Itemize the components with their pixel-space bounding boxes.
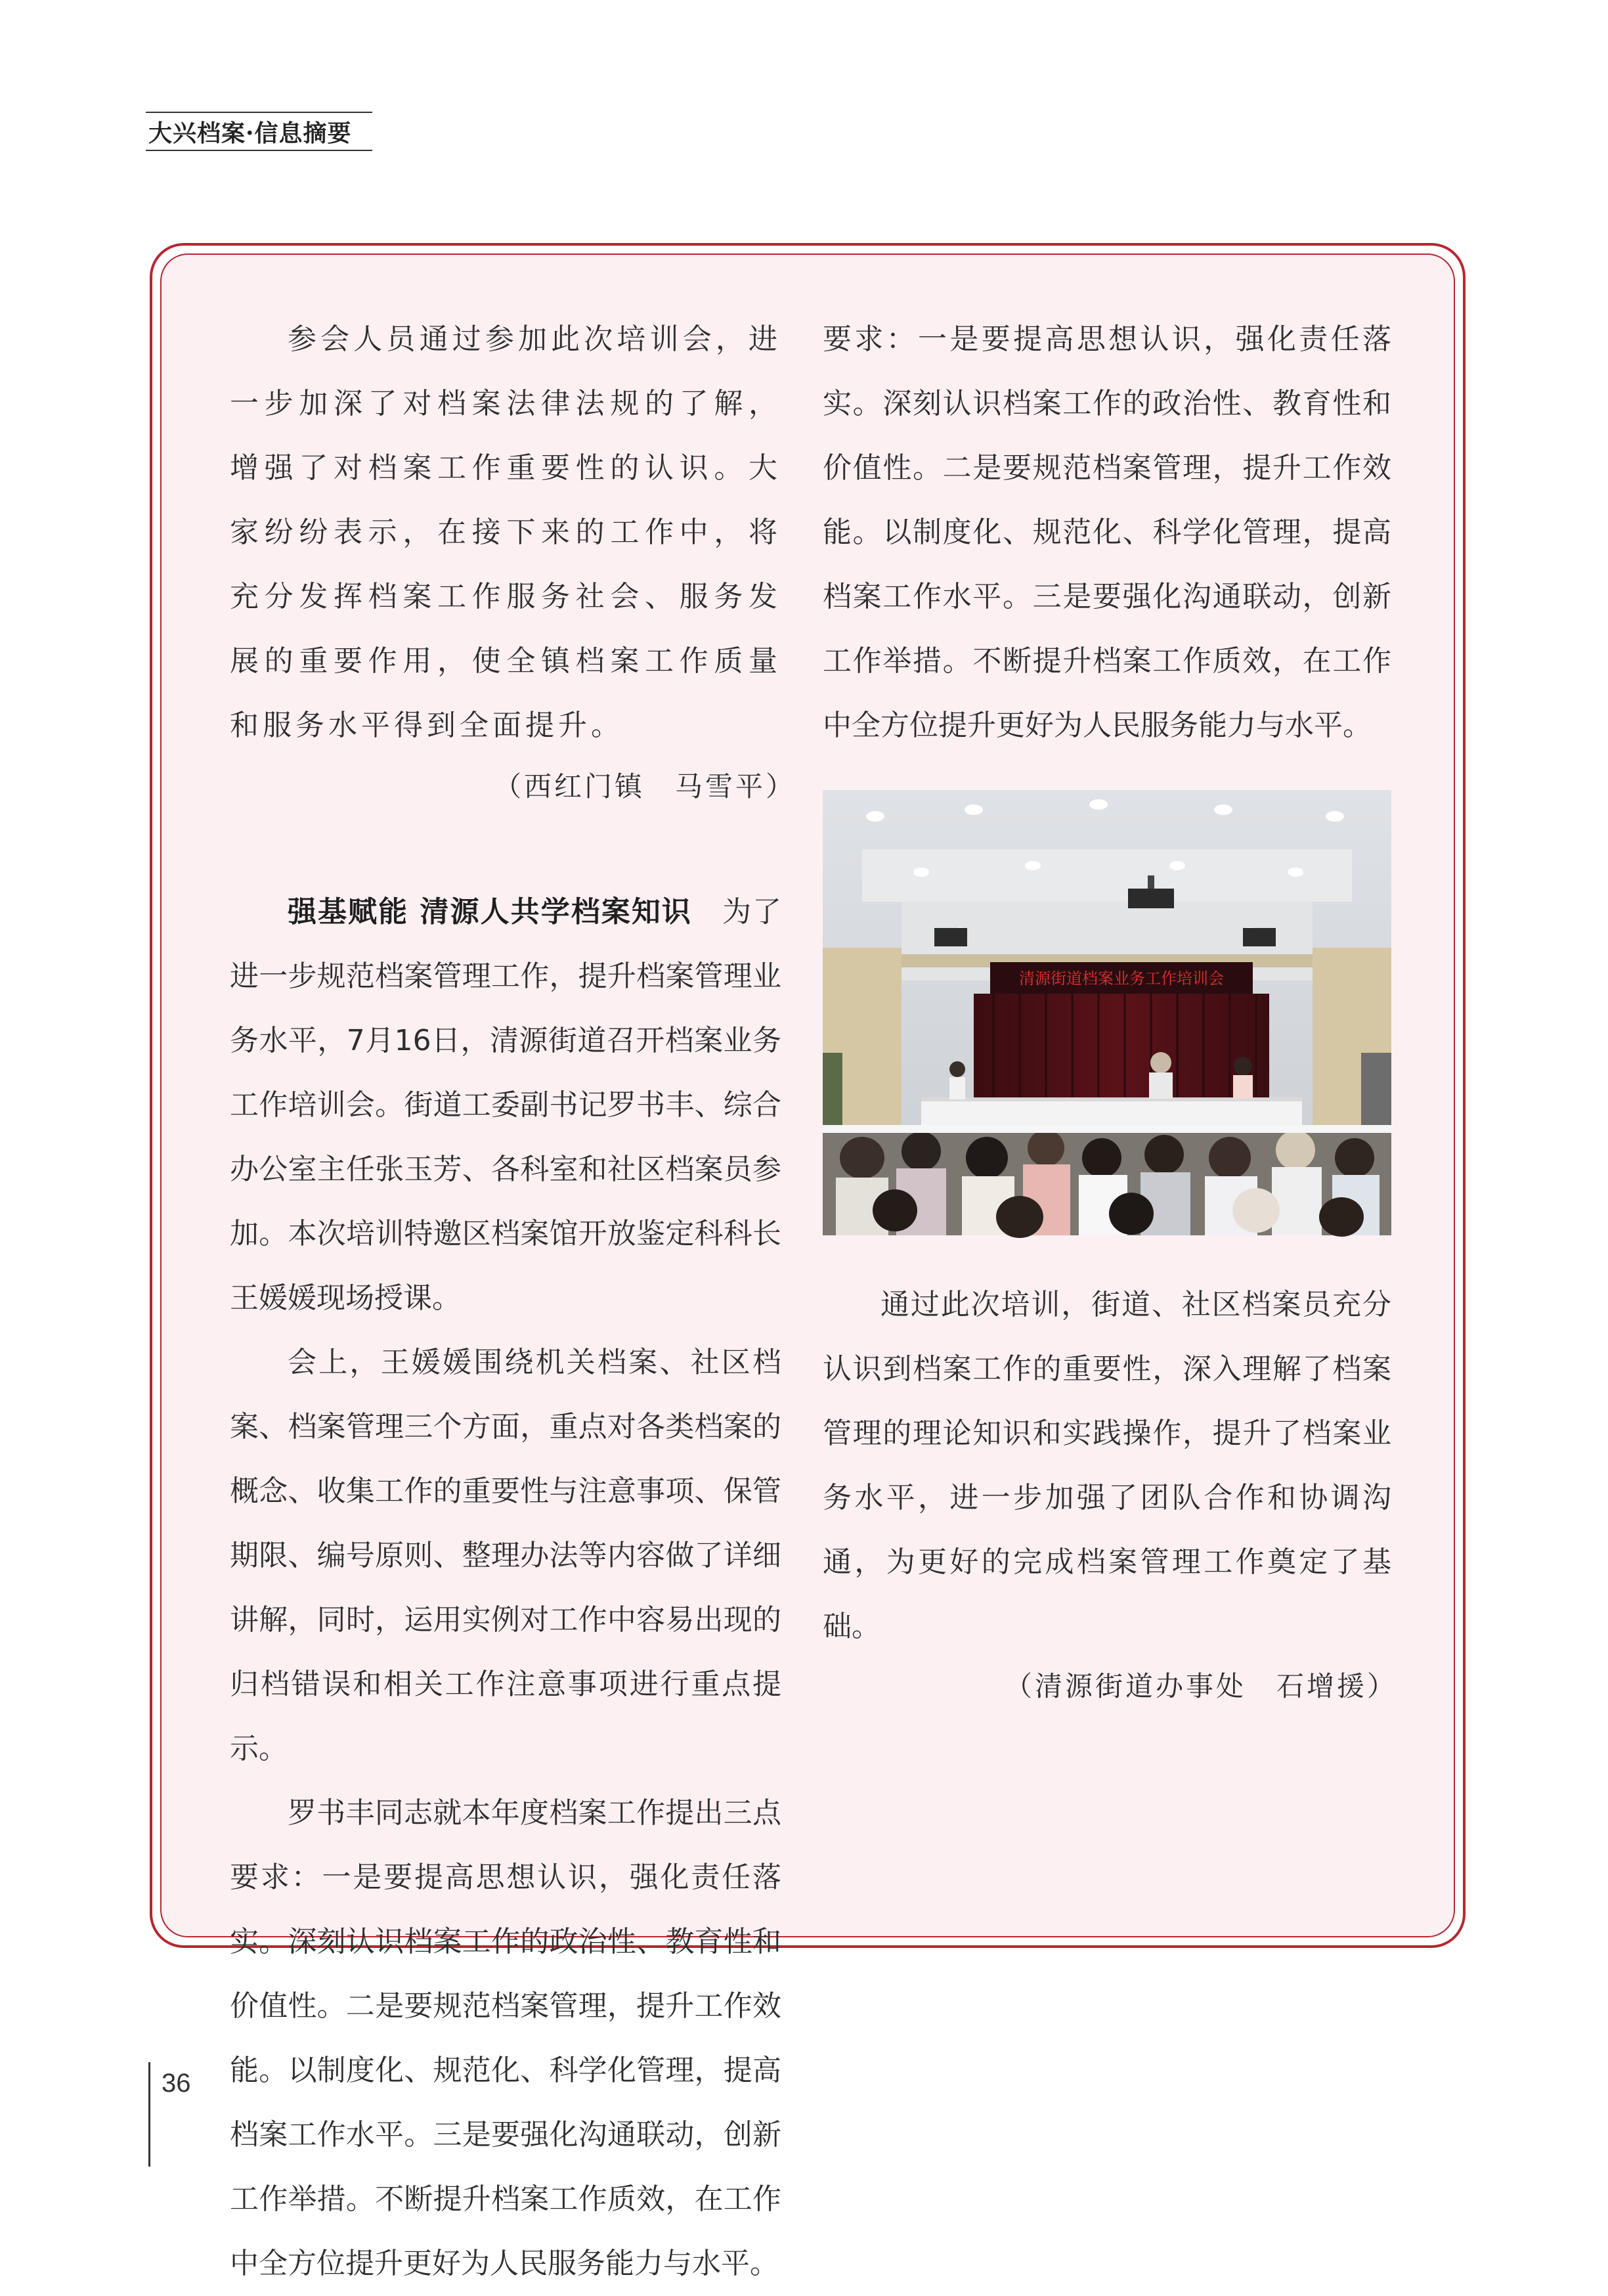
running-header	[146, 112, 372, 151]
article2-paragraph-2: 会上，王媛媛围绕机关档案、社区档案、档案管理三个方面，重点对各类档案的概念、收集工作的重要性与注意事项、保管期限、编号原则、整理办法等内容做了详细讲解，同时，运用实例对工作中容易出现的归档错误和相关工作注意事项进行重点提示。	[230, 1346, 781, 1765]
article2-para1-text: 为了进一步规范档案管理工作，提升档案管理业务水平，7月16日，清源街道召开档案业务工作培训会。街道工委副书记罗书丰、综合办公室主任张玉芳、各科室和社区档案员参加。本次培训特邀区档案馆开放鉴定科科长王媛媛现场授课。	[230, 895, 781, 1315]
article2-paragraph-1	[230, 880, 781, 1331]
article1-paragraph: 参会人员通过参加此次培训会，进一步加深了对档案法律法规的了解，增强了对档案工作重要性的认识。大家纷纷表示，在接下来的工作中，将充分发挥档案工作服务社会、服务发展的重要作用，使全镇档案工作质量和服务水平得到全面提升。	[230, 322, 781, 742]
page-number-rule	[148, 2062, 150, 2167]
section-title: 大兴档案·信息摘要	[148, 119, 352, 147]
article2-heading: 强基赋能 清源人共学档案知识	[288, 895, 692, 929]
article2-paragraph-3-right	[823, 307, 1391, 758]
article1-byline: （西红门镇 马雪平）	[494, 770, 796, 803]
article2-paragraph-4: 通过此次培训，街道、社区档案员充分认识到档案工作的重要性，深入理解了档案管理的理论知识和实践操作，提升了档案业务水平，进一步加强了团队合作和协调沟通，为更好的完成档案管理工作奠定了基础。	[823, 1288, 1391, 1643]
article2-para3-left-text: 罗书丰同志就本年度档案工作提出三点要求：一是要提高思想认识，强化责任落实。深刻认识档案工作的政治性、教育性和价值性。二是要规范档案管理，提升工作效能。以制度化、规范化、科学化管理，提高档案工作水平。三是要强化沟通联动，创新工作举措。不断提升档案工作质效，在工作中全方位提升更好为人民服务能力与水平。	[230, 1796, 781, 2280]
article2-paragraph-3-left	[230, 1781, 781, 2280]
page-number: 36	[162, 2069, 191, 2098]
article2-para3-right-text: 要求：一是要提高思想认识，强化责任落实。深刻认识档案工作的政治性、教育性和价值性。二是要规范档案管理，提升工作效能。以制度化、规范化、科学化管理，提高档案工作水平。三是要强化沟通联动，创新工作举措。不断提升档案工作质效，在工作中全方位提升更好为人民服务能力与水平。	[823, 322, 1391, 742]
photo-banner-text: 清源街道档案业务工作培训会	[1019, 969, 1224, 988]
article2-byline: （清源街道办事处 石增援）	[1005, 1670, 1398, 1702]
training-photo	[823, 790, 1391, 1235]
